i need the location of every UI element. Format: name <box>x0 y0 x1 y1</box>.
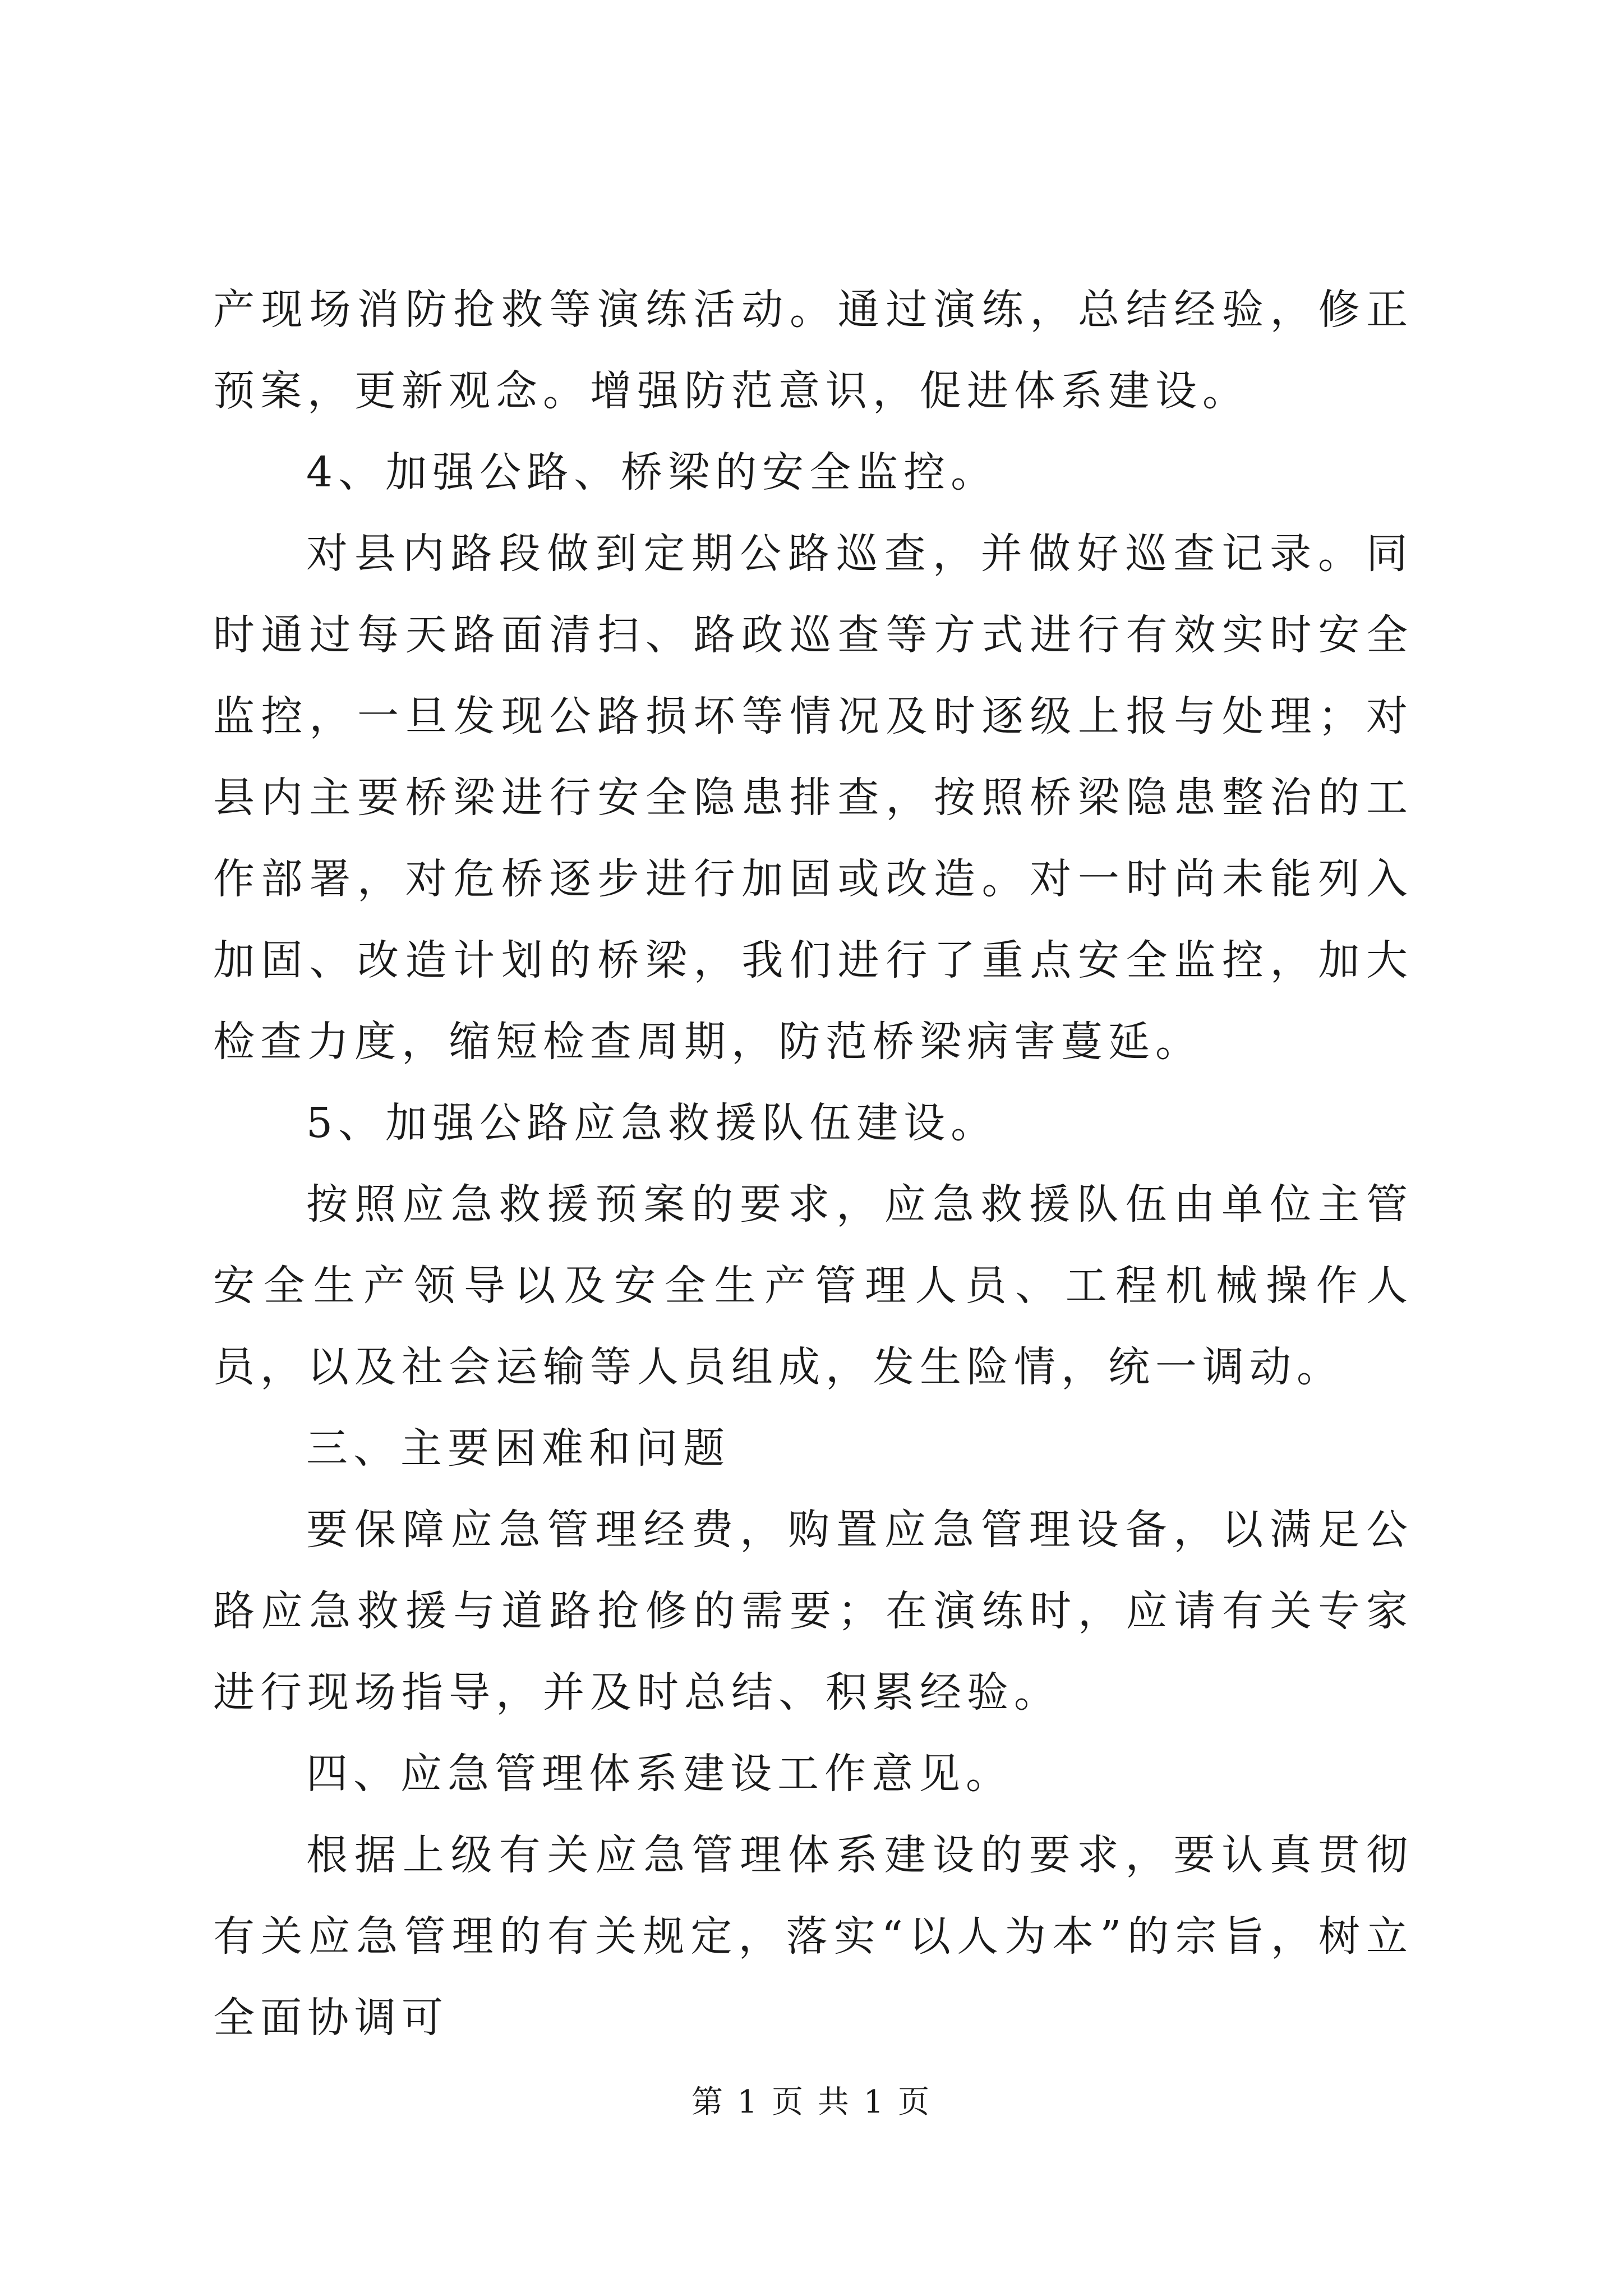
paragraph-difficulties: 要保障应急管理经费，购置应急管理设备，以满足公路应急救援与道路抢修的需要；在演练时，应请有关专家进行现场指导，并及时总结、积累经验。 <box>213 1506 1413 1717</box>
section-heading-5: 5、加强公路应急救援队伍建设。 <box>306 1099 998 1147</box>
paragraph-road-bridge-monitoring: 对县内路段做到定期公路巡查，并做好巡查记录。同时通过每天路面清扫、路政巡查等方式进行有效实时安全监控，一旦发现公路损坏等情况及时逐级上报与处理；对县内主要桥梁进行安全隐患排查，按照桥梁隐患整治的工作部署，对危桥逐步进行加固或改造。对一时尚未能列入加固、改造计划的桥梁，我们进行了重点安全监控，加大检查力度，缩短检查周期，防范桥梁病害蔓延。 <box>213 530 1413 1066</box>
paragraph-continuation: 产现场消防抢救等演练活动。通过演练，总结经验，修正预案，更新观念。增强防范意识，促进体系建设。 <box>213 286 1413 415</box>
section-heading-4: 4、加强公路、桥梁的安全监控。 <box>306 448 998 496</box>
document-body <box>213 269 1413 2059</box>
page-number-footer: 第 1 页 共 1 页 <box>691 2084 932 2120</box>
section-heading-difficulties: 三、主要困难和问题 <box>306 1424 730 1473</box>
paragraph-opinions: 根据上级有关应急管理体系建设的要求，要认真贯彻有关应急管理的有关规定，落实“以人为本”的宗旨，树立全面协调可 <box>213 1831 1413 2042</box>
paragraph-rescue-team: 按照应急救援预案的要求，应急救援队伍由单位主管安全生产领导以及安全生产管理人员、工程机械操作人员，以及社会运输等人员组成，发生险情，统一调动。 <box>213 1180 1413 1391</box>
section-heading-opinions: 四、应急管理体系建设工作意见。 <box>306 1750 1013 1798</box>
